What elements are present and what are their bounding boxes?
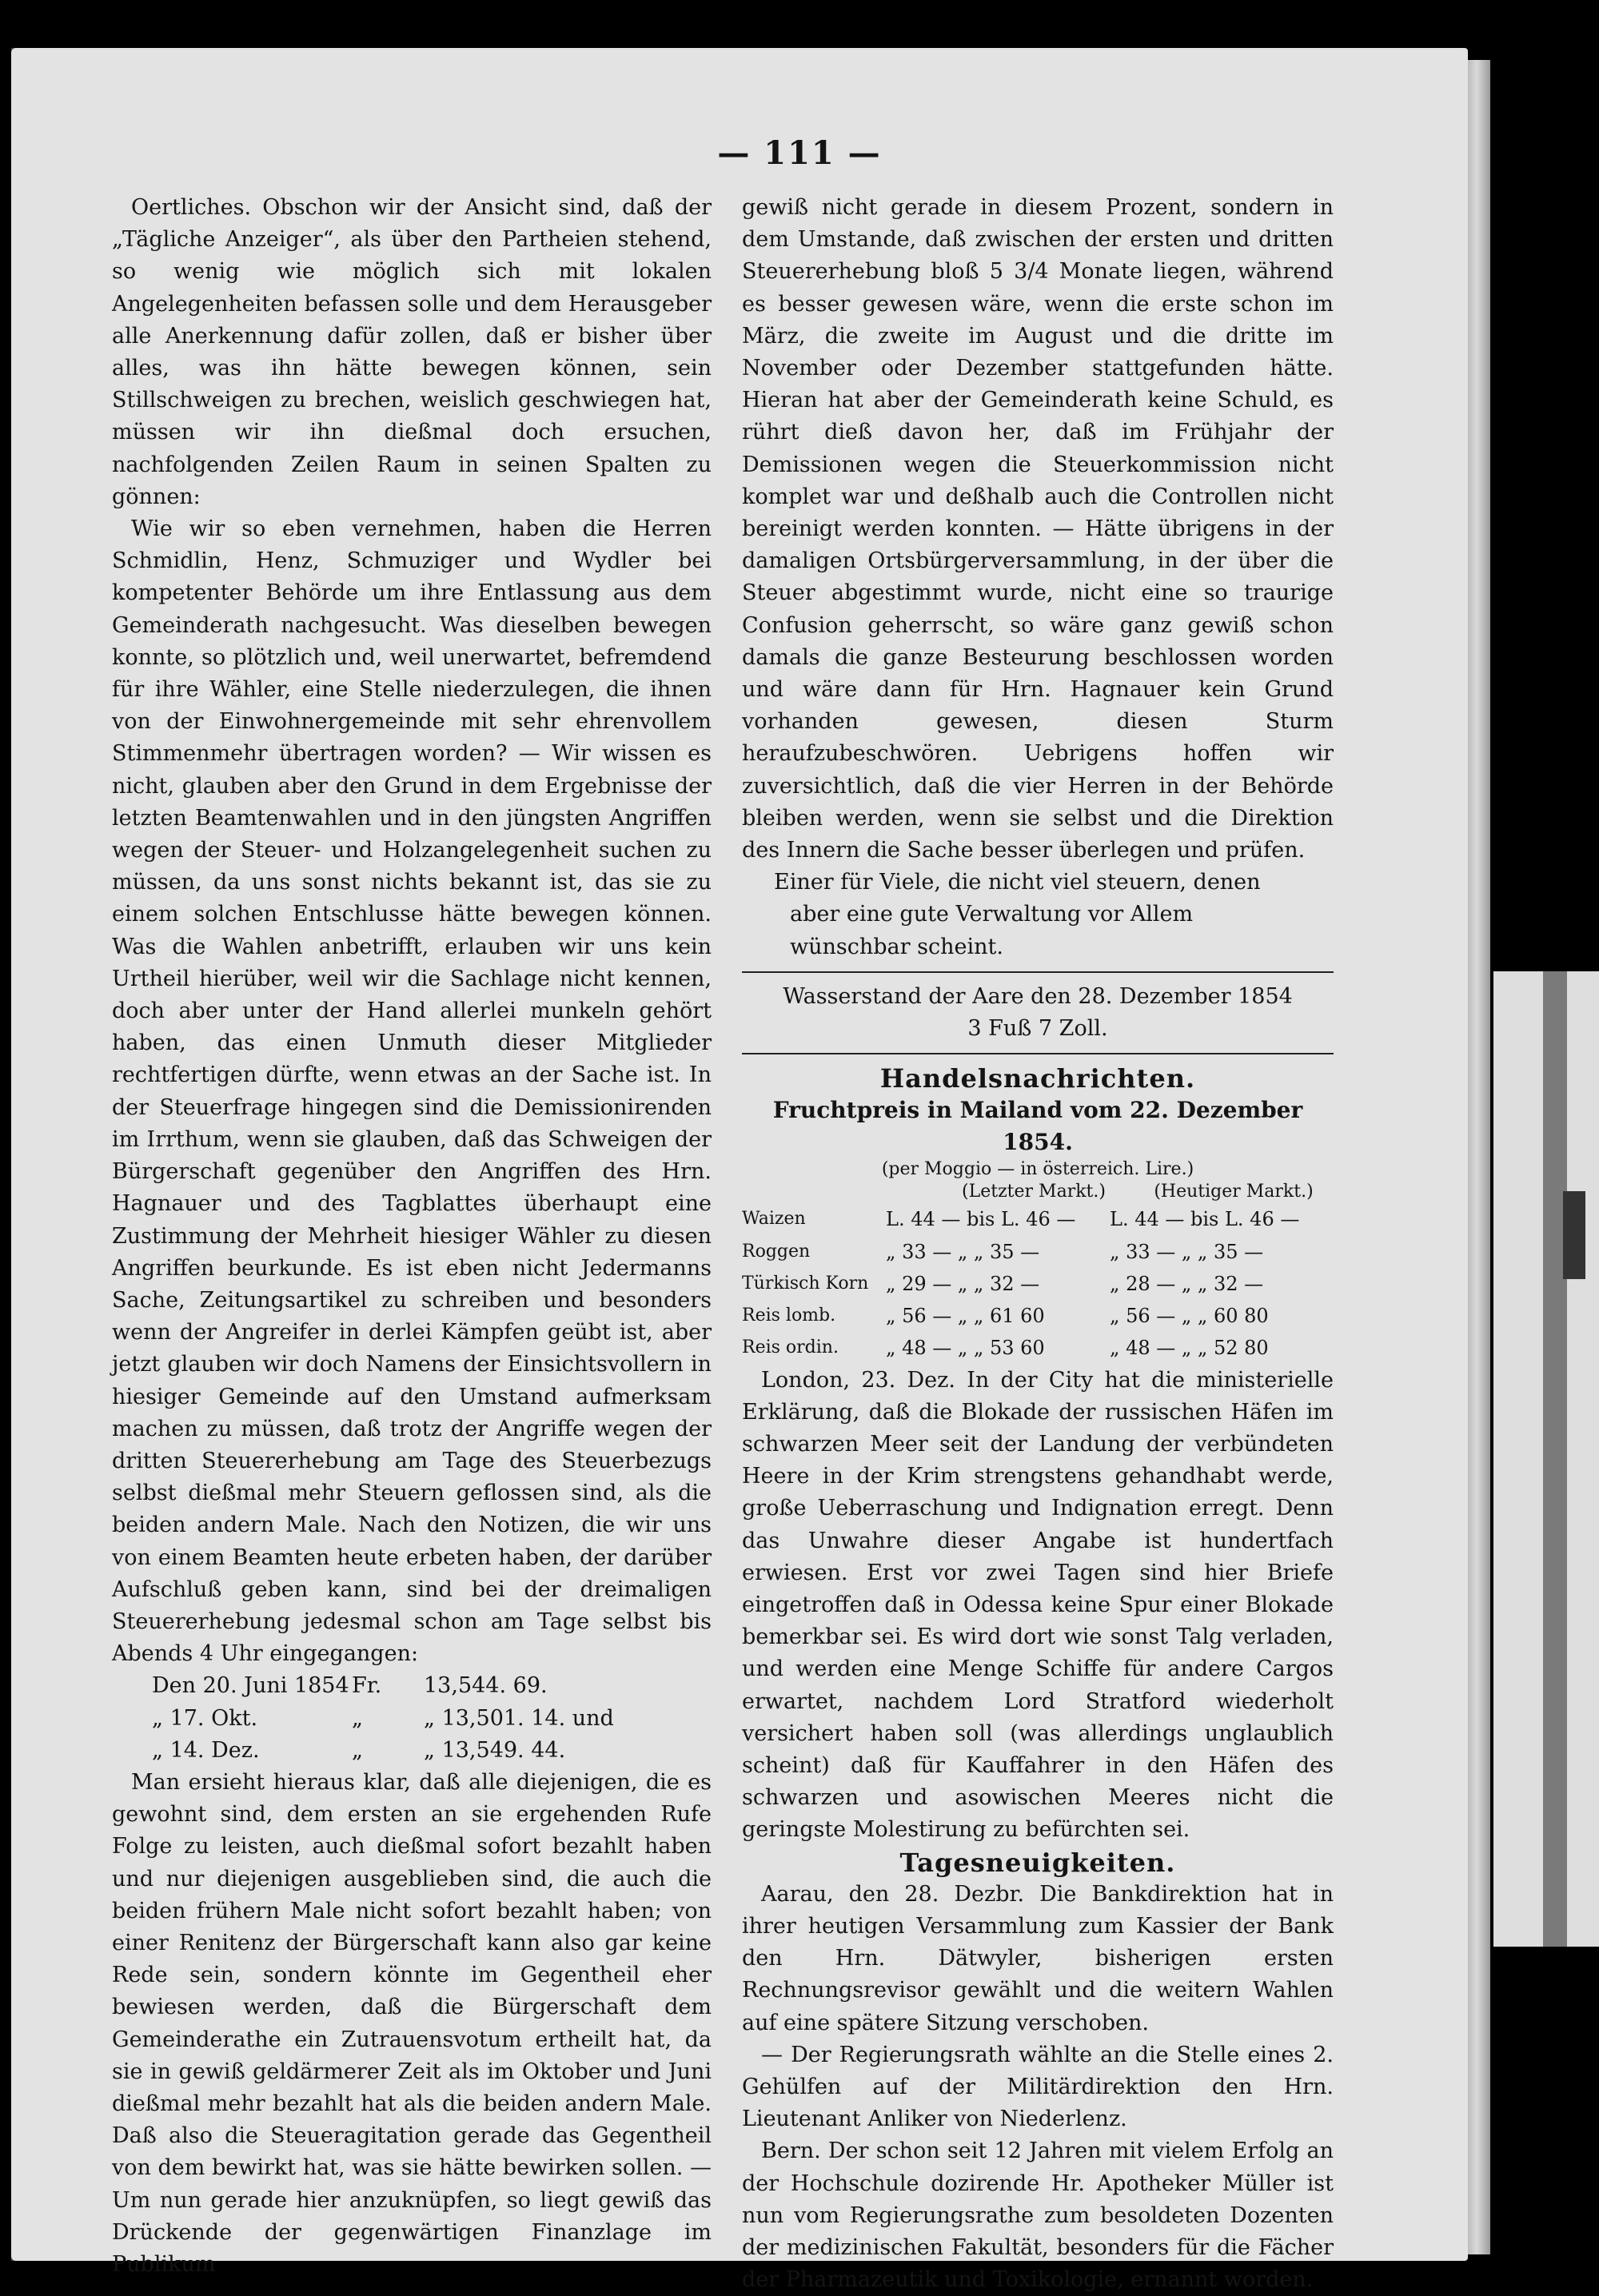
council-resignation-paragraph: Wie wir so eben vernehmen, haben die Herren Schmidlin, Henz, Schmuziger und Wydler bei kompetenter Behörde um ihre Entlassung aus dem Gemeinderath nachgesucht. Was dieselben bewegen konnte, so plötzlich und, weil unerwartet, befremdend für ihre Wähler, eine Stelle niederzulegen, die ihnen von der Einwohnergemeinde mit sehr ehrenvollem Stimmenmehr übertragen worden? — Wir wissen es nicht, glauben aber den Grund in dem Ergebnisse der letzten Beamtenwahlen und in den jüngsten Angriffen wegen der Steuer- und Holzangelegenheit suchen zu müssen, da uns sonst nichts bekannt ist, das sie zu einem solchen Entschlusse hätte bewegen können. Was die Wahlen anbetrifft, erlauben wir uns kein Urtheil hierüber, weil wir die Sachlage nicht kennen, doch aber unter der Hand allerlei munkeln gehört haben, das einen Unmuth dieser Mitglieder rechtfertigen dürfte, wenn etwas an der Sache ist. In der Steuerfrage hingegen sind die Demissionirenden im Irrthum, wenn sie glauben, daß das Schweigen der Bürgerschaft gegenüber den Angriffen des Hrn. Hagnauer und des Tagblattes überhaupt eine Zustimmung der Mehrheit hiesiger Wähler zu diesen Angriffen beurkunde. Es ist eben nicht Jedermanns Sache, Zeitungsartikel zu schreiben und besonders wenn der Angreifer in derlei Kämpfen geübt ist, aber jetzt glauben wir doch Namens der Einsichtsvollern in hiesiger Gemeinde auf den Umstand aufmerksam machen zu müssen, daß trotz der Angriffe wegen der dritten Steuererhebung am Tage des Steuerbezugs selbst dießmal mehr Steuern geflossen sind, als die beiden andern Male. Nach den Notizen, die wir uns von einem Beamten heute erbeten haben, der darüber Aufschluß geben kann, sind bei der dreimaligen Steuererhebung jedesmal schon am Tage selbst bis Abends 4 Uhr eingegangen: <box>112 516 712 1667</box>
water-level-line-1: Wasserstand der Aare den 28. Dezember 1854 <box>783 983 1293 1009</box>
water-level-line-2: 3 Fuß 7 Zoll. <box>967 1015 1108 1041</box>
table-row <box>742 1203 1334 1235</box>
grain-name: Türkisch Korn <box>742 1273 869 1293</box>
left-column <box>112 192 712 2281</box>
local-news-paragraph: Oertliches. Obschon wir der Ansicht sind, daß der „Tägliche Anzeiger“, als über den Partheien stehend, so wenig wie möglich sich mit lokalen Angelegenheiten befassen solle und dem Herausgeber alle Anerkennung dafür zollen, daß er bisher über alles, was ihn hätte bewegen können, sein Stillschweigen zu brechen, weislich geschwiegen hat, müssen wir ihn dießmal doch ersuchen, nachfolgenden Zeilen Raum in seinen Spalten zu gönnen: <box>112 195 712 509</box>
grain-name: Reis lomb. <box>742 1305 836 1326</box>
tax-payment-row <box>112 1670 712 1702</box>
payment-currency: „ <box>352 1737 363 1763</box>
divider <box>742 1053 1334 1054</box>
table-row <box>742 1268 1334 1300</box>
adjacent-page-mark <box>1563 1191 1585 1279</box>
regierungsrath-paragraph: — Der Regierungsrath wählte an die Stelle eines 2. Gehülfen auf der Militärdirektion den Hrn. Lieutenant Anliker von Niederlenz. <box>742 2042 1334 2132</box>
last-market-header: (Letzter Markt.) <box>962 1182 1106 1202</box>
tax-payment-row <box>112 1735 712 1767</box>
divider <box>742 971 1334 973</box>
page-number: — 111 — <box>717 134 882 172</box>
table-row <box>742 1332 1334 1364</box>
grain-price-heading: Fruchtpreis in Mailand vom 22. Dezember 1854. <box>772 1097 1303 1156</box>
signature-line-2: aber eine gute Verwaltung vor Allem <box>790 902 1194 927</box>
last-market-price: „ 48 — „ „ 53 60 <box>886 1337 1045 1360</box>
page-edge <box>1468 60 1490 2254</box>
grain-price-table <box>742 1203 1334 1364</box>
today-market-price: „ 56 — „ „ 60 80 <box>1110 1305 1269 1328</box>
daily-news-heading: Tagesneuigkeiten. <box>899 1847 1176 1878</box>
today-market-header: (Heutiger Markt.) <box>1154 1182 1314 1202</box>
signature-line-1: Einer für Viele, die nicht viel steuern, denen <box>774 870 1261 895</box>
continuation-paragraph: gewiß nicht gerade in diesem Prozent, sondern in dem Umstande, daß zwischen der ersten und dritten Steuererhebung bloß 5 3/4 Monate liegen, während es besser gewesen wäre, wenn die erste schon im März, die zweite im August und die dritte im November oder Dezember stattgefunden hätte. Hieran hat aber der Gemeinderath keine Schuld, es rührt dieß davon her, daß im Frühjahr der Demissionen wegen die Steuerkommission nicht komplet war und deßhalb auch die Controllen nicht bereinigt werden konnten. — Hätte übrigens in der damaligen Ortsbürgerversammlung, in der über die Steuer abgestimmt wurde, nicht eine so traurige Confusion geherrscht, so wäre ganz gewiß schon damals die ganze Besteurung beschlossen worden und wäre dann für Hrn. Hagnauer kein Grund vorhanden gewesen, diesen Sturm heraufzubeschwören. Uebrigens hoffen wir zuversichtlich, daß die vier Herren in der Behörde bleiben werden, wenn sie selbst und die Direktion des Innern die Sache besser überlegen und prüfen. <box>742 195 1334 863</box>
last-market-price: „ 29 — „ „ 32 — <box>886 1272 1040 1295</box>
today-market-price: „ 28 — „ „ 32 — <box>1110 1272 1264 1295</box>
grain-price-unit-note: (per Moggio — in österreich. Lire.) <box>881 1159 1194 1180</box>
payment-amount: „ 13,549. 44. <box>424 1737 566 1763</box>
london-report-paragraph: London, 23. Dez. In der City hat die ministerielle Erklärung, daß die Blokade der russischen Häfen im schwarzen Meer seit der Landung der verbündeten Heere in der Krim strengstens gehandhabt werde, große Ueberraschung und Indignation erregt. Denn das Unwahre dieser Angabe ist hundertfach erwiesen. Erst vor zwei Tagen sind hier Briefe eingetroffen daß in Odessa keine Spur einer Blokade bemerkbar sei. Es wird dort wie sonst Talg verladen, und werden eine Menge Schiffe für andere Cargos erwartet, nachdem Lord Stratford wiederholt versichert haben soll (was allerdings unglaublich scheint) daß für Kauffahrer in den Häfen des schwarzen und asowischen Meeres nicht die geringste Molestirung zu befürchten sei. <box>742 1367 1334 1843</box>
payment-currency: Fr. <box>352 1673 382 1699</box>
table-row <box>742 1236 1334 1268</box>
today-market-price: L. 44 — bis L. 46 — <box>1110 1208 1300 1231</box>
payment-date: „ 17. Okt. <box>152 1705 258 1731</box>
today-market-price: „ 48 — „ „ 52 80 <box>1110 1337 1269 1360</box>
aarau-report-paragraph: Aarau, den 28. Dezbr. Die Bankdirektion hat in ihrer heutigen Versammlung zum Kassier der Bank den Hrn. Dätwyler, bisherigen ersten Rechnungsrevisor gewählt und die weitern Wahlen auf eine spätere Sitzung verschoben. <box>742 1881 1334 2035</box>
table-row <box>742 1300 1334 1332</box>
tax-payments-list <box>112 1670 712 1767</box>
today-market-price: „ 33 — „ „ 35 — <box>1110 1240 1264 1263</box>
grain-table-header <box>742 1181 1334 1203</box>
payment-currency: „ <box>352 1705 363 1731</box>
tax-payment-row <box>112 1703 712 1735</box>
adjacent-page-shadow <box>1543 971 1567 1947</box>
last-market-price: L. 44 — bis L. 46 — <box>886 1208 1076 1231</box>
last-market-price: „ 33 — „ „ 35 — <box>886 1240 1040 1263</box>
payment-amount: „ 13,501. 14. und <box>424 1705 614 1731</box>
tax-conclusion-paragraph: Man ersieht hieraus klar, daß alle diejenigen, die es gewohnt sind, dem ersten an sie ergehenden Rufe Folge zu leisten, auch dießmal sofort bezahlt haben und nur diejenigen ausgeblieben sind, die auch die beiden frühern Male nicht sofort bezahlt haben; von einer Renitenz der Bürgerschaft kann also gar keine Rede sein, sondern könnte im Gegentheil eher bewiesen werden, daß die Bürgerschaft dem Gemeinderathe ein Zutrauensvotum ertheilt hat, da sie in gewiß geldärmerer Zeit als im Oktober und Juni dießmal mehr bezahlt hat als die beiden andern Male. Daß also die Steueragitation gerade das Gegentheil von dem bewirkt hat, was sie hätte bewirken sollen. — Um nun gerade hier anzuknüpfen, so liegt gewiß das Drückende der gegenwärtigen Finanzlage im Publikum <box>112 1769 712 2277</box>
last-market-price: „ 56 — „ „ 61 60 <box>886 1305 1045 1328</box>
signature-line-3: wünschbar scheint. <box>790 934 1003 959</box>
grain-name: Roggen <box>742 1241 811 1262</box>
grain-name: Reis ordin. <box>742 1337 839 1358</box>
payment-date: Den 20. Juni 1854 <box>152 1673 349 1699</box>
grain-name: Waizen <box>742 1209 806 1230</box>
right-column <box>742 192 1334 2296</box>
trade-news-heading: Handelsnachrichten. <box>879 1062 1196 1094</box>
bern-report-paragraph: Bern. Der schon seit 12 Jahren mit vielem Erfolg an der Hochschule dozirende Hr. Apotheker Müller ist nun vom Regierungsrathe zum besoldeten Dozenten der medizinischen Fakultät, besonders für die Fächer der Pharmazeutik und Toxikologie, ernannt worden. <box>742 2139 1334 2293</box>
payment-amount: 13,544. 69. <box>424 1673 548 1699</box>
payment-date: „ 14. Dez. <box>152 1737 260 1763</box>
